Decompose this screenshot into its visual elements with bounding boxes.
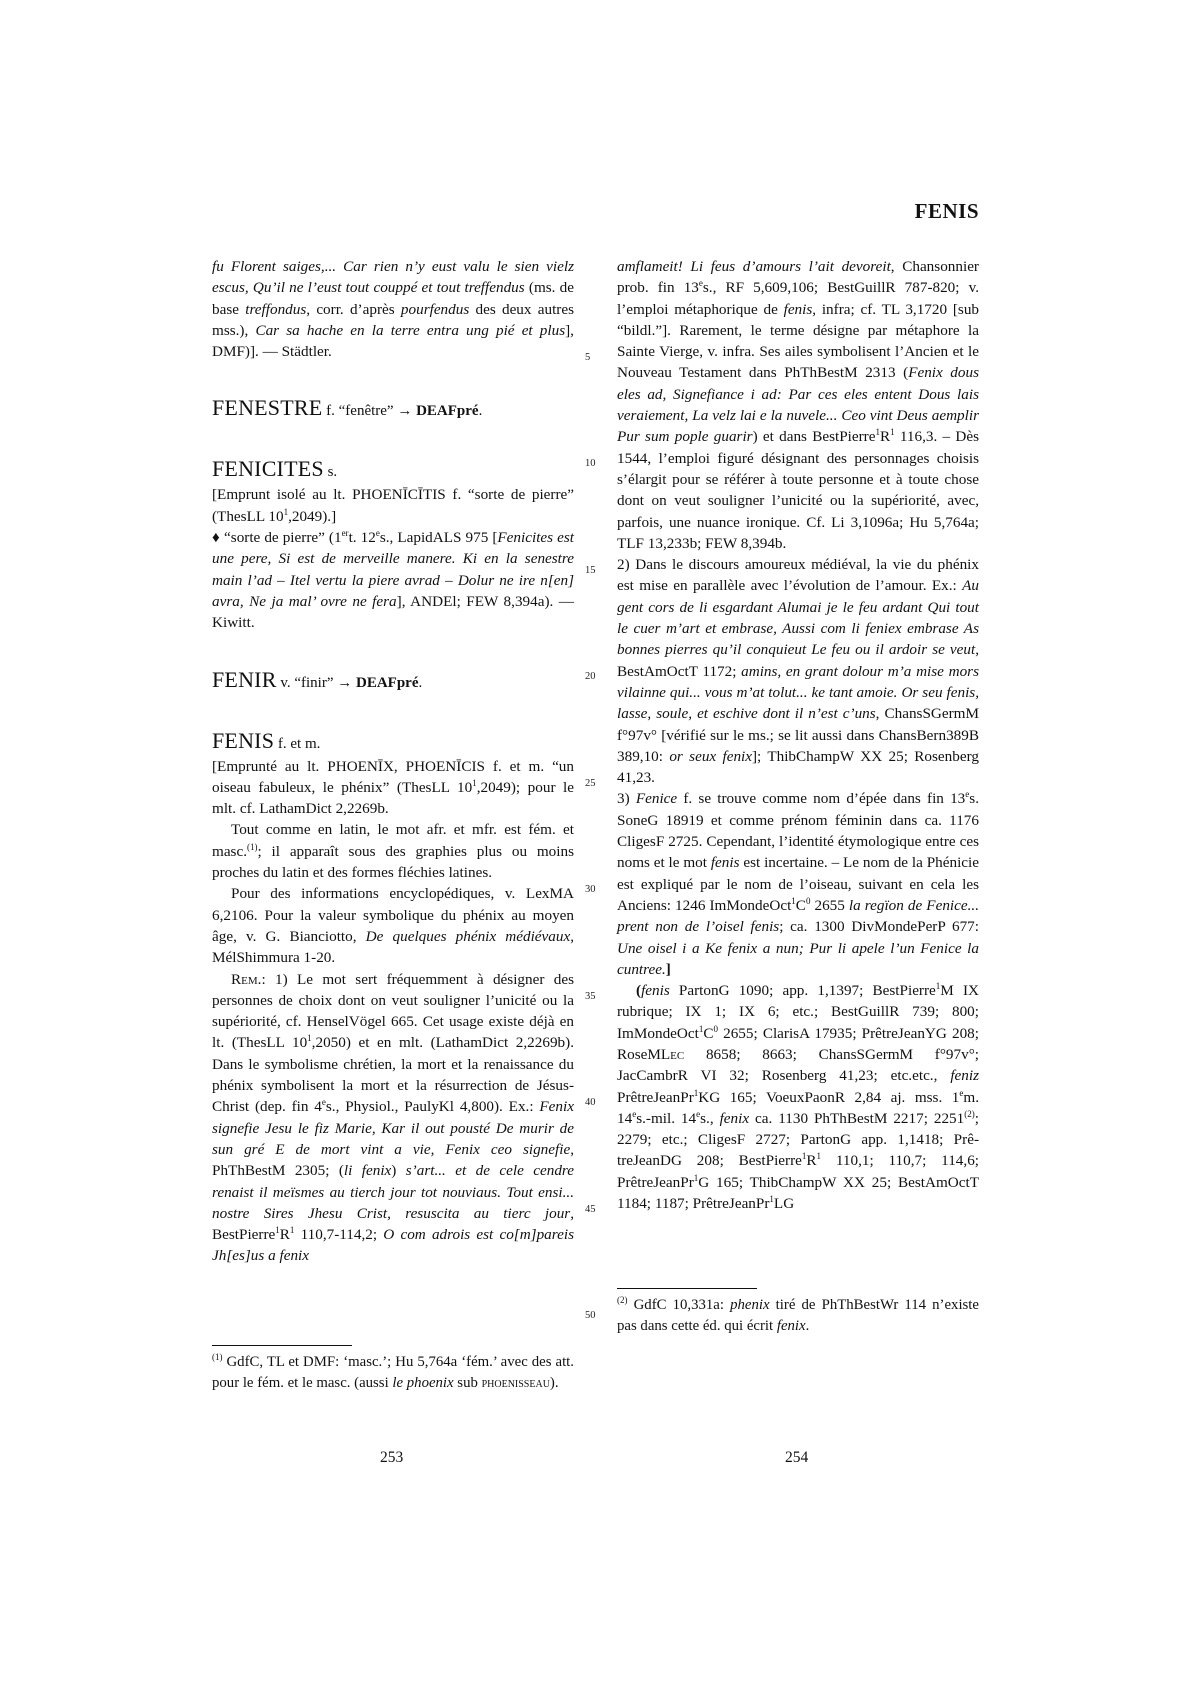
paragraph: amflameit! Li feus d’amours l’ait devoreit, Chansonnier prob. fin 13es., RF 5,609,106; BestGuillR 787-820; v. l’emploi métaphorique de fenis, infra; cf. TL 3,1720 [sub “bildl.”]. Rarement, le terme désigne par métaphore la Sainte Vierge, v. infra. Ses ailes symbolisent l’Ancien et le Nouveau Testament dans PhThBestM 2313 (Fenix dous eles ad, Signefiance i ad: Par ces eles entent Dous lais veraiement, La velz lai e la nuvele... Ceo vint Deus aemplir Pur sum pople guarir) et dans $BestPierre^1R^1$ 116,3. – Dès 1544, l’emploi figuré désignant des personnages choisis s’élargit pour se référer à toute personne et à toute chose dont on veut souligner l’unicité ou la supériorité, avec, parfois, une nuance ironique. Cf. Li 3,1096a; Hu 5,764a; TLF 13,233b; FEW 8,394b.	[617, 258, 980, 552]
attestations: (fenis PartonG 1090; app. 1,1397; BestPierre$^1$M IX rubrique; IX 1; IX 6; etc.; BestGuillR 739; 800; $ImMondeOct^1C^0$ 2655; ClarisA 17935; PrêtreJeanYG 208; RoseMLec 8658; 8663; ChansSGermM f°97v°; JacCambrR VI 32; Rosenberg 41,23; etc.etc., feniz PrêtreJeanPr$^1$KG 165; VoeuxPaonR 2,84 aj. mss. 1em. 14es.-mil. 14es., fenix ca. 1130 PhThBestM 2217; 2251$^{(2)}$; 2279; etc.; CligesF 2727; PartonG app. 1,1418; PrêtreJeanDG 208; $BestPierre^1R^1$ 110,1; 110,7; 114,6; PrêtreJeanPr$^1$G 165; ThibChampW XX 25; BestAmOctT 1184; 1187; PrêtreJeanPr$^1$LG	[617, 981, 980, 1213]
left-column	[212, 256, 574, 1267]
diamond-icon: ♦	[212, 529, 220, 547]
lemma: FENESTRE	[212, 395, 323, 421]
line-number: 5	[585, 352, 591, 363]
etymology: [Emprunt isolé au lt. PHOENĪCĪTIS f. “sorte de pierre” (ThesLL $10^1,2049$).]	[212, 486, 574, 525]
paragraph: 2) Dans le discours amoureux médiéval, la vie du phénix est mise en parallèle avec l’évolution de l’amour. Ex.: Au gent cors de li esgardant Alumai je le feu ardant Qui tout le cuer m’art et embrase, Aussi com li feniex embrase As bonnes pierres qu’il conquieut Le feu ou il ardoir se veut, BestAmOctT 1172; amins, en grant dolour m’a mise mors vilainne qui... vous m’at tolut... ke tant amoie. Or seu fenis, lasse, soule, et eschive dont il n’est c’uns, ChansSGermM f°97v° [vérifié sur le ms.; se lit aussi dans ChansBern389B 389,10: or seux fenix]; ThibChampW XX 25; Rosenberg 41,23.	[617, 556, 979, 787]
line-number: 25	[585, 778, 596, 789]
page-number-right: 254	[785, 1449, 809, 1466]
lemma: FENICITES	[212, 456, 324, 482]
quote: fu Florent saiges,... Car rien n’y eust valu le sien vielz escus, Qu’il ne l’eust tout couppé et tout treffendus	[212, 258, 574, 297]
lemma: FENIR	[212, 666, 277, 692]
line-number: 50	[585, 1310, 596, 1321]
remarks: Rem.: 1) Le mot sert fréquemment à désigner des personnes de choix dont on veut souligner l’unicité ou la supériorité, cf. HenselVögel 665. Cet usage existe déjà en lt. (ThesLL $10^1,2050$) et en mlt. (LathamDict 2,2269b). Dans le symbolisme chrétien, la mort et la renaissance du phénix symbolisent la mort et la résurrection de Jésus-Christ (dep. fin 4es., Physiol., PaulyKl 4,800). Ex.: Fenix signefie Jesu le fiz Marie, Kar il out pousté De murir de sun gré E de mort vint a vie, Fenix ceo signefie, PhThBestM 2305; (li fenix) s’art... et de cele cendre renaist il meïsmes au tierch jour tot nouviaus. Tout ensi... nostre Sires Jhesu Crist, resuscita au tierc jour, $BestPierre^1R^1$ 110,7-114,2; O com adrois est co[m]pareis Jh[es]us a fenix	[212, 970, 574, 1265]
entry-fenis: FENIS f. et m.	[212, 727, 321, 753]
page-number-left: 253	[380, 1449, 404, 1466]
footnote-2: $^{(2)}$ GdfC 10,331a: phenix tiré de PhThBestWr 114 n’existe pas dans cette éd. qui écrit fenix.	[617, 1295, 979, 1335]
right-column	[617, 256, 979, 1214]
entry-fenir: FENIR v. “finir” → DEAFpré.	[212, 666, 423, 692]
lemma: FENIS	[212, 727, 275, 753]
continued-entry: fu Florent saiges,... Car rien n’y eust valu le sien vielz escus, Qu’il ne l’eust tout couppé et tout treffendus (ms. de base treffondus, corr. d’après pourfendus des deux autres mss.), Car sa hache en la terre entra ung pié et plus], DMF)]. — Städtler.	[212, 258, 575, 361]
entry-fenestre: FENESTRE f. “fenêtre” → DEAFpré.	[212, 395, 483, 421]
line-number: 40	[585, 1097, 596, 1108]
line-number: 35	[585, 991, 596, 1002]
line-number: 45	[585, 1204, 596, 1215]
entry-fenicites: FENICITES s.	[212, 456, 338, 482]
footnote-1: $^{(1)}$ GdfC, TL et DMF: ‘masc.’; Hu 5,764a ‘fém.’ avec des att. pour le fém. et le masc. (aussi le phoenix sub phoenisseau).	[212, 1352, 574, 1392]
line-number: 20	[585, 671, 596, 682]
sense: ♦ “sorte de pierre” (1ert. 12es., LapidALS 975 [Fenicites est une pere, Si est de merveille manere. Ki en la senestre main l’ad – Itel vertu la piere avrad – Dolur ne ire n[en] avra, Ne ja mal’ ovre ne fera], ANDEl; FEW 8,394a). — Kiwitt.	[212, 528, 574, 632]
line-number: 15	[585, 565, 596, 576]
line-number: 10	[585, 458, 596, 469]
cross-reference: → DEAFpré	[337, 674, 419, 691]
footnote-rule	[617, 1288, 757, 1289]
paragraph: Tout comme en latin, le mot afr. et mfr. est fém. et masc.$^{(1)}$; il apparaît sous des graphies plus ou moins proches du latin et des formes fléchies latines.	[212, 821, 574, 882]
footnote-rule	[212, 1345, 352, 1346]
paragraph: 3) Fenice f. se trouve comme nom d’épée dans fin 13es. SoneG 18919 et comme prénom féminin dans ca. 1176 CligesF 2725. Cependant, l’identité étymologique entre ces noms et le mot fenis est incertaine. – Le nom de la Phénicie est expliqué par le nom de l’oiseau, suivant en cela les Anciens: 1246 $ImMondeOct^1C^0$ 2655 la regïon de Fenice... prent non de l’oisel fenis; ca. 1300 DivMondePerP 677: Une oisel i a Ke fenix a nun; Pur li apele l’un Fenice la cuntree.]	[617, 789, 980, 978]
line-number: 30	[585, 884, 596, 895]
cross-reference: → DEAFpré	[397, 403, 479, 420]
running-head: FENIS	[914, 199, 979, 223]
etymology: [Emprunté au lt. PHOENĪX, PHOENĪCIS f. et m. “un oiseau fabuleux, le phénix” (ThesLL $10^1,2049$); pour le mlt. cf. LathamDict 2,2269b.	[212, 757, 574, 818]
paragraph: Pour des informations encyclopédiques, v. LexMA 6,2106. Pour la valeur symbolique du phénix au moyen âge, v. G. Bianciotto, De quelques phénix médiévaux, MélShimmura 1-20.	[212, 885, 574, 967]
